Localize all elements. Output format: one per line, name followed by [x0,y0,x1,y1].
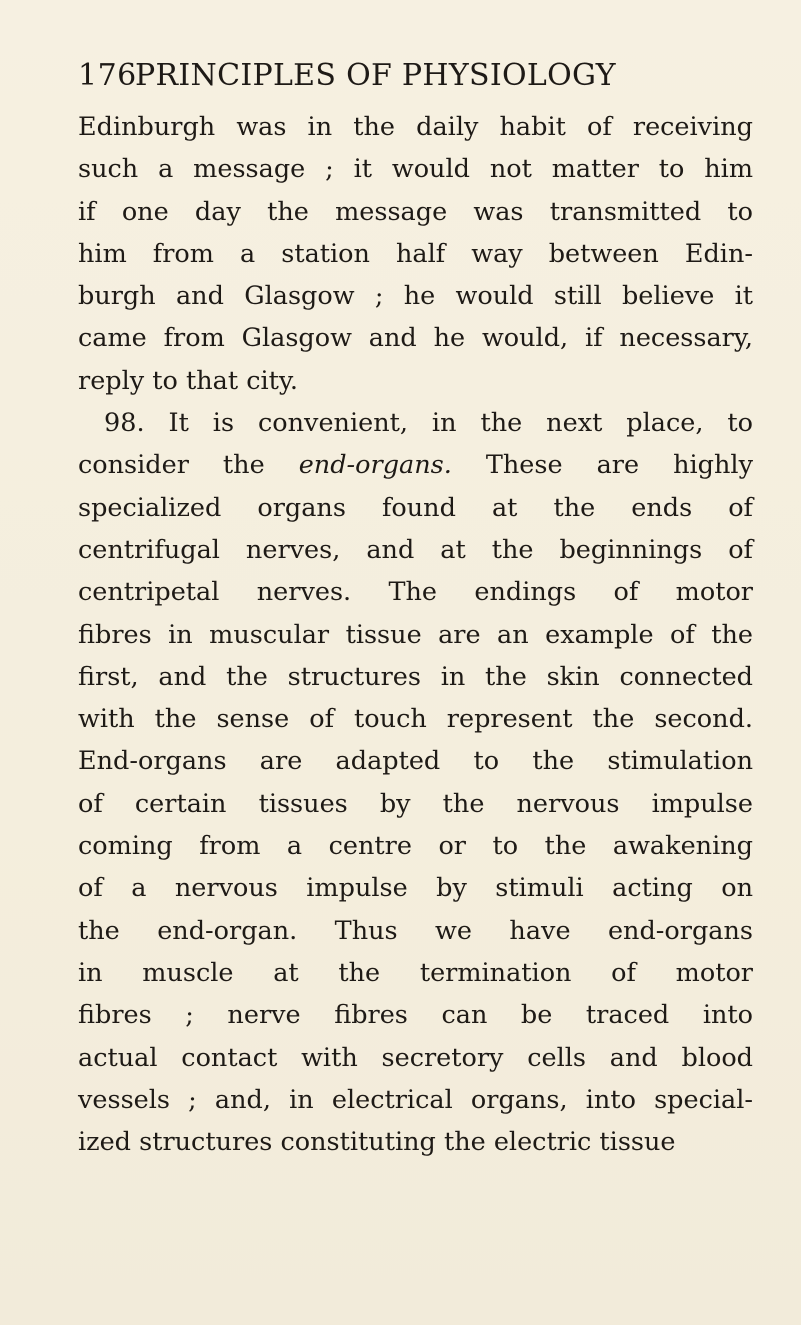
text-line: with the sense of touch represent the second. [78,704,753,735]
text-line-with-italic [78,444,753,486]
text-line: him from a station half way between Edin- [78,238,753,269]
text-line: came from Glasgow and he would, if necessary, [78,323,753,354]
text-line: specialized organs found at the ends of [78,492,753,523]
text-line: of certain tissues by the nervous impulse [78,788,753,819]
text-line: centripetal nerves. The endings of motor [78,577,753,608]
page-header [78,56,768,102]
text-line: if one day the message was transmitted to [78,196,753,227]
section-start-line: 98. It is convenient, in the next place, to [104,408,753,439]
text-line: actual contact with secretory cells and blood [78,1042,753,1073]
text-line: fibres in muscular tissue are an example of the [78,619,753,650]
text-line: the end-organ. Thus we have end-organs [78,915,753,946]
text-line: of a nervous impulse by stimuli acting on [78,873,753,904]
italic-term: end-organs. [298,450,452,481]
text-line: such a message ; it would not matter to him [78,154,753,185]
page-number: 176 [78,58,137,93]
text-fragment: These are highly [451,450,753,481]
text-line: centrifugal nerves, and at the beginnings of [78,534,753,565]
text-line: in muscle at the termination of motor [78,957,753,988]
text-fragment: consider the [78,450,299,481]
text-line: vessels ; and, in electrical organs, into special- [78,1084,753,1115]
text-line: fibres ; nerve fibres can be traced into [78,1000,753,1031]
text-line: first, and the structures in the skin connected [78,661,753,692]
text-line: Edinburgh was in the daily habit of receiving [78,112,753,142]
body-text [78,106,753,1163]
text-line: ized structures constituting the electric tissue [78,1127,676,1158]
text-line: burgh and Glasgow ; he would still believe it [78,281,753,312]
text-line: coming from a centre or to the awakening [78,831,753,862]
text-line: End-organs are adapted to the stimulation [78,746,753,777]
running-title: PRINCIPLES OF PHYSIOLOGY [135,58,616,93]
text-line: reply to that city. [78,365,299,396]
